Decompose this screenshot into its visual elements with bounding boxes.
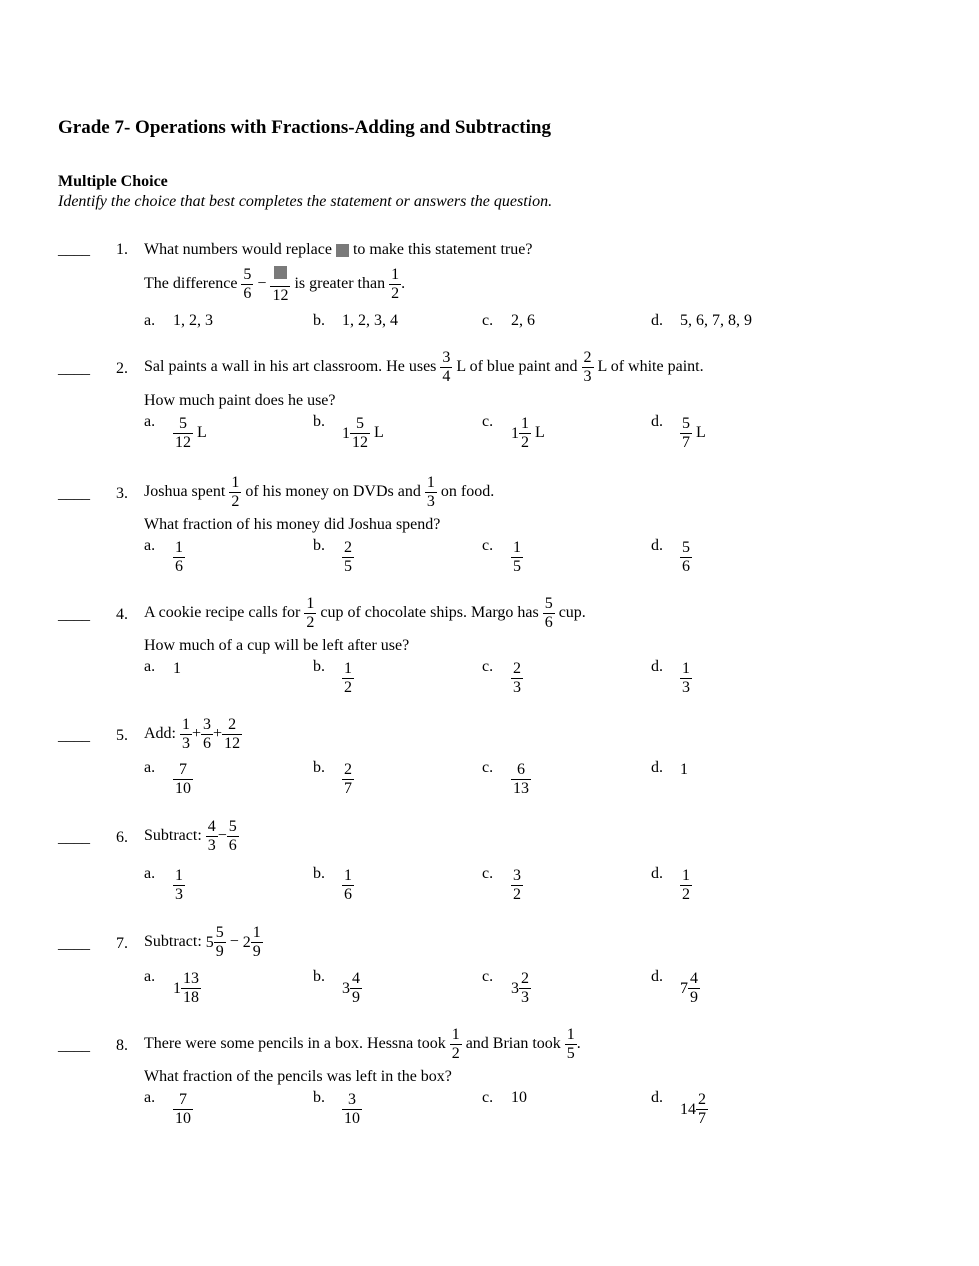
choice-label: b. [313, 968, 325, 985]
question-number: 2. [116, 360, 128, 377]
denominator: 2 [682, 886, 690, 903]
numerator: 1 [306, 595, 315, 612]
answer-blank[interactable]: ____ [58, 606, 90, 623]
choice-value: 2, 6 [511, 312, 535, 329]
fraction [342, 1091, 362, 1128]
numerator: 4 [352, 970, 360, 987]
answer-blank[interactable]: ____ [58, 829, 90, 846]
instructions: Identify the choice that best completes the statement or answers the question. [58, 193, 553, 210]
fraction [173, 1091, 193, 1128]
fraction [680, 660, 692, 697]
choice-label: a. [144, 759, 156, 776]
fraction [519, 415, 531, 452]
numerator: 1 [391, 266, 400, 283]
choice-c[interactable] [482, 658, 523, 697]
denominator: 5 [344, 558, 352, 575]
fraction [680, 867, 692, 904]
fraction [201, 716, 213, 753]
answer-blank[interactable]: ____ [58, 935, 90, 952]
denominator: 3 [682, 679, 690, 696]
choice-value: 1, 2, 3 [173, 312, 213, 329]
numerator: 13 [183, 970, 199, 987]
numerator: 1 [252, 924, 261, 941]
fraction [543, 595, 555, 632]
question-text-part: to make this statement true? [352, 241, 533, 258]
choice-a[interactable] [144, 759, 193, 798]
numerator: 1 [451, 1026, 460, 1043]
numerator: 1 [175, 867, 183, 884]
choice-label: d. [651, 759, 663, 776]
question-text-part: Add: [144, 725, 176, 743]
choice-label: c. [482, 312, 494, 329]
choice-c[interactable] [482, 537, 523, 576]
choice-a[interactable] [144, 312, 213, 330]
placeholder-square-icon [336, 244, 349, 257]
choice-label: b. [313, 1089, 325, 1106]
choice-b[interactable] [313, 1089, 362, 1128]
question-text [144, 716, 242, 753]
question-text-part: cup. [558, 604, 586, 622]
numerator: 4 [690, 970, 698, 987]
choice-label: b. [313, 312, 325, 329]
choice-value: 1 [173, 660, 181, 677]
question-text-line2 [144, 264, 405, 305]
numerator: 5 [243, 266, 252, 283]
fraction [173, 761, 193, 798]
question-text [144, 1026, 581, 1063]
choice-label: d. [651, 312, 663, 329]
whole-number: 3 [511, 979, 519, 997]
denominator: 3 [182, 735, 190, 752]
choice-label: a. [144, 312, 156, 329]
numerator: 1 [426, 474, 435, 491]
fraction [696, 1091, 708, 1128]
choice-a[interactable] [144, 537, 185, 576]
numerator: 3 [203, 716, 212, 733]
denominator: 6 [175, 558, 183, 575]
numerator: 7 [173, 761, 193, 780]
denominator: 6 [682, 558, 690, 575]
numerator: 2 [344, 761, 352, 778]
choice-d[interactable] [651, 865, 692, 904]
question-text-line2: What fraction of his money did Joshua spend? [144, 516, 441, 533]
answer-blank[interactable]: ____ [58, 485, 90, 502]
choice-value: 10 [511, 1089, 527, 1106]
numerator: 2 [513, 660, 521, 677]
choice-value: 1 [680, 761, 688, 778]
denominator: 3 [583, 368, 592, 385]
answer-blank[interactable]: ____ [58, 241, 90, 258]
choice-label: b. [313, 537, 325, 554]
choice-b[interactable] [313, 413, 384, 452]
choice-label: b. [313, 413, 325, 430]
question-number: 8. [116, 1037, 128, 1054]
fraction [206, 818, 218, 855]
fraction [229, 474, 241, 511]
numerator: 2 [521, 970, 529, 987]
numerator: 3 [342, 1091, 362, 1110]
denominator: 12 [272, 287, 289, 304]
question-number: 7. [116, 935, 128, 952]
choice-c[interactable] [482, 312, 535, 330]
plus-sign: + [192, 725, 202, 743]
choice-d[interactable] [651, 968, 700, 1007]
question-text [144, 595, 586, 632]
choice-label: b. [313, 759, 325, 776]
question-text-part: L of white paint. [597, 358, 704, 376]
denominator: 6 [243, 285, 252, 302]
denominator: 10 [175, 780, 191, 797]
choice-d[interactable] [651, 312, 752, 330]
denominator: 2 [344, 679, 352, 696]
numerator: 4 [207, 818, 216, 835]
question-text-part: cup of chocolate ships. Margo has [320, 604, 539, 622]
numerator: 5 [228, 818, 237, 835]
numerator: 5 [215, 924, 224, 941]
unit: L [374, 424, 384, 442]
denominator: 2 [306, 614, 315, 631]
choice-b[interactable] [313, 658, 354, 697]
answer-blank[interactable]: ____ [58, 727, 90, 744]
numerator: 1 [182, 716, 190, 733]
choice-d[interactable] [651, 537, 692, 576]
denominator: 6 [544, 614, 553, 631]
denominator: 2 [521, 434, 529, 451]
choice-label: d. [651, 1089, 663, 1106]
unit: L [197, 424, 207, 442]
numerator: 1 [231, 474, 240, 491]
choice-value: 5, 6, 7, 8, 9 [680, 312, 752, 329]
denominator: 5 [513, 558, 521, 575]
numerator: 1 [521, 415, 529, 432]
choice-c[interactable] [482, 1089, 527, 1107]
fraction [173, 539, 185, 576]
question-text [144, 349, 704, 386]
denominator: 3 [521, 989, 529, 1006]
choice-label: d. [651, 537, 663, 554]
question-text-part: Subtract: [144, 933, 202, 951]
period: . [401, 275, 406, 293]
numerator: 3 [442, 349, 451, 366]
numerator: 7 [173, 1091, 193, 1110]
denominator: 18 [183, 989, 199, 1006]
numerator: 1 [682, 660, 690, 677]
choice-label: a. [144, 865, 156, 882]
denominator: 2 [231, 493, 240, 510]
fraction [241, 266, 253, 303]
question-text-part: and Brian took [465, 1035, 561, 1053]
question-text-part: Sal paints a wall in his art classroom. He uses [144, 358, 437, 376]
choice-d[interactable] [651, 1089, 708, 1128]
denominator: 6 [203, 735, 212, 752]
choice-label: b. [313, 865, 325, 882]
choice-b[interactable] [313, 537, 354, 576]
fraction [425, 474, 437, 511]
denominator: 9 [690, 989, 698, 1006]
denominator: 9 [215, 943, 224, 960]
fraction [227, 818, 239, 855]
choice-d[interactable] [651, 413, 706, 452]
denominator: 7 [698, 1110, 706, 1127]
fraction [350, 415, 370, 452]
choice-label: c. [482, 413, 494, 430]
choice-label: c. [482, 865, 494, 882]
numerator: 6 [511, 761, 531, 780]
fraction [440, 349, 452, 386]
denominator: 6 [344, 886, 352, 903]
minus-sign: − [257, 275, 267, 293]
fraction [582, 349, 594, 386]
numerator: 2 [698, 1091, 706, 1108]
choice-value: 1, 2, 3, 4 [342, 312, 398, 329]
denominator: 7 [682, 434, 690, 451]
numerator: 1 [682, 867, 690, 884]
plus-sign: + [213, 725, 223, 743]
fraction [511, 539, 523, 576]
denominator: 3 [513, 679, 521, 696]
denominator: 9 [352, 989, 360, 1006]
unit: L [696, 424, 706, 442]
choice-label: d. [651, 413, 663, 430]
question-text-part: of his money on DVDs and [245, 483, 421, 501]
fraction [688, 970, 700, 1007]
placeholder-square-icon [274, 266, 287, 279]
choice-label: c. [482, 759, 494, 776]
numerator: 1 [175, 539, 183, 556]
denominator: 2 [451, 1045, 460, 1062]
whole-number: 7 [680, 979, 688, 997]
choice-c[interactable] [482, 865, 523, 904]
fraction [342, 867, 354, 904]
question-text-part: is greater than [294, 275, 386, 293]
denominator: 2 [513, 886, 521, 903]
question-text-part: There were some pencils in a box. Hessna took [144, 1035, 446, 1053]
fraction [222, 716, 242, 753]
question-text [144, 474, 494, 511]
question-number: 4. [116, 606, 128, 623]
whole-number: 1 [342, 424, 350, 442]
denominator: 3 [175, 886, 183, 903]
fraction [173, 867, 185, 904]
denominator: 12 [175, 434, 191, 451]
choice-a[interactable] [144, 968, 201, 1007]
denominator: 5 [566, 1045, 575, 1062]
fraction [680, 415, 692, 452]
choice-c[interactable] [482, 968, 531, 1007]
numerator: 1 [344, 867, 352, 884]
fraction [214, 924, 226, 961]
question-text-part: on food. [440, 483, 495, 501]
choice-label: c. [482, 658, 494, 675]
question-number: 3. [116, 485, 128, 502]
choice-b[interactable] [313, 968, 362, 1007]
choice-label: a. [144, 658, 156, 675]
question-text-part: Subtract: [144, 827, 202, 845]
question-text [144, 818, 239, 855]
choice-c[interactable] [482, 413, 545, 452]
choice-label: c. [482, 537, 494, 554]
whole-number: 2 [242, 933, 251, 951]
whole-number: 5 [205, 933, 214, 951]
fraction [304, 595, 316, 632]
whole-number: 1 [511, 424, 519, 442]
answer-blank[interactable]: ____ [58, 1037, 90, 1054]
choice-b[interactable] [313, 759, 354, 798]
choice-a[interactable] [144, 658, 181, 678]
question-number: 5. [116, 727, 128, 744]
section-heading: Multiple Choice [58, 173, 168, 190]
fraction [270, 264, 290, 305]
question-text-part: What numbers would replace [144, 241, 332, 258]
fraction [342, 539, 354, 576]
fraction [342, 660, 354, 697]
question-number: 6. [116, 829, 128, 846]
denominator: 12 [352, 434, 368, 451]
fraction [342, 761, 354, 798]
choice-d[interactable] [651, 759, 688, 779]
numerator: 5 [682, 415, 690, 432]
unit: L [535, 424, 545, 442]
question-text-part: Joshua spent [144, 483, 226, 501]
numerator: 2 [222, 716, 242, 735]
fraction [181, 970, 201, 1007]
fraction [173, 415, 193, 452]
denominator: 2 [391, 285, 400, 302]
minus-sign: − [229, 933, 239, 951]
choice-d[interactable] [651, 658, 692, 697]
choice-a[interactable] [144, 1089, 193, 1128]
choice-a[interactable] [144, 865, 185, 904]
numerator [270, 264, 290, 287]
numerator: 5 [682, 539, 690, 556]
choice-label: d. [651, 658, 663, 675]
denominator: 4 [442, 368, 451, 385]
numerator: 2 [344, 539, 352, 556]
numerator: 2 [583, 349, 592, 366]
question-text-line2: How much paint does he use? [144, 392, 336, 409]
fraction [511, 867, 523, 904]
choice-a[interactable] [144, 413, 207, 452]
choice-label: a. [144, 537, 156, 554]
fraction [511, 761, 531, 798]
fraction [251, 924, 263, 961]
question-number: 1. [116, 241, 128, 258]
denominator: 10 [175, 1110, 191, 1127]
choice-label: d. [651, 968, 663, 985]
choice-label: a. [144, 1089, 156, 1106]
numerator: 1 [344, 660, 352, 677]
choice-label: a. [144, 968, 156, 985]
fraction [511, 660, 523, 697]
denominator: 12 [224, 735, 241, 752]
question-text-part: The difference [144, 275, 238, 293]
choice-label: d. [651, 865, 663, 882]
fraction [350, 970, 362, 1007]
period: . [576, 1035, 581, 1053]
whole-number: 1 [173, 979, 181, 997]
fraction [519, 970, 531, 1007]
answer-blank[interactable]: ____ [58, 360, 90, 377]
denominator: 7 [344, 780, 352, 797]
choice-label: c. [482, 968, 494, 985]
page-title: Grade 7- Operations with Fractions-Adding and Subtracting [58, 117, 551, 138]
choice-label: c. [482, 1089, 494, 1106]
question-text-line2: How much of a cup will be left after use? [144, 637, 410, 654]
numerator: 3 [513, 867, 521, 884]
fraction [680, 539, 692, 576]
numerator: 5 [173, 415, 193, 434]
denominator: 6 [228, 837, 237, 854]
denominator: 9 [252, 943, 261, 960]
minus-sign: − [217, 827, 227, 845]
numerator: 1 [513, 539, 521, 556]
numerator: 1 [566, 1026, 575, 1043]
question-text [144, 924, 263, 961]
fraction [565, 1026, 577, 1063]
question-text-part: A cookie recipe calls for [144, 604, 301, 622]
denominator: 10 [344, 1110, 360, 1127]
denominator: 3 [426, 493, 435, 510]
choice-b[interactable] [313, 312, 398, 330]
question-text-part: L of blue paint and [456, 358, 578, 376]
denominator: 3 [207, 837, 216, 854]
question-text-line2: What fraction of the pencils was left in the box? [144, 1068, 452, 1085]
whole-number: 14 [680, 1100, 696, 1118]
choice-c[interactable] [482, 759, 531, 798]
choice-b[interactable] [313, 865, 354, 904]
numerator: 5 [350, 415, 370, 434]
fraction [450, 1026, 462, 1063]
fraction [389, 266, 401, 303]
choice-label: b. [313, 658, 325, 675]
denominator: 13 [513, 780, 529, 797]
whole-number: 3 [342, 979, 350, 997]
question-text [144, 241, 532, 259]
choice-label: a. [144, 413, 156, 430]
fraction [180, 716, 192, 753]
numerator: 5 [544, 595, 553, 612]
